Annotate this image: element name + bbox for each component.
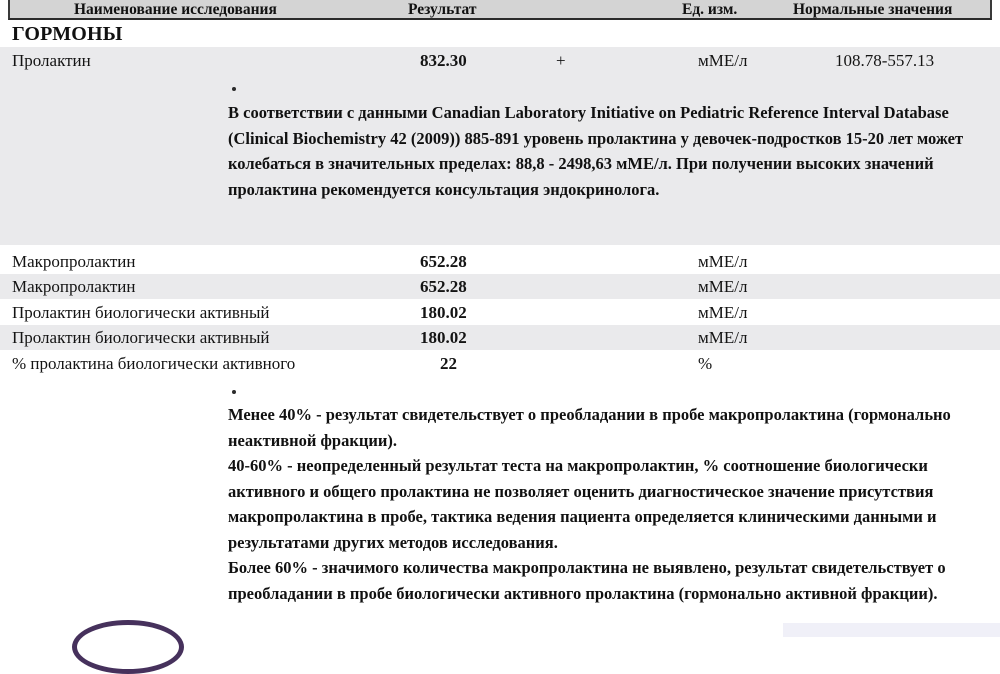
comment-macroprolactin-2-text: 40-60% - неопределенный результат теста на макропролактин, % соотношение биологически активного и общего пролактина не позволяет оценить диагностическое значение присутствия макропролактина в пробе, тактика ведения пациента определяется клиническими данными и результатами других методов исследования.	[228, 456, 937, 552]
cell-reference: 108.78-557.13	[835, 51, 935, 70]
table-row	[0, 300, 1000, 325]
stamp-seal-graphic	[72, 620, 184, 674]
table-header-row	[8, 0, 992, 20]
cell-result: 652.28	[420, 277, 467, 296]
table-row	[0, 48, 1000, 73]
cell-units: мМЕ/л	[698, 51, 748, 70]
cell-units: мМЕ/л	[698, 303, 748, 322]
cell-units: мМЕ/л	[698, 277, 748, 296]
cell-result: 180.02	[420, 328, 467, 347]
cell-units: мМЕ/л	[698, 252, 748, 271]
cell-result: 652.28	[420, 252, 467, 271]
cell-name: Пролактин	[12, 51, 91, 70]
cell-units: мМЕ/л	[698, 328, 748, 347]
table-row	[0, 274, 1000, 299]
column-header-units: Ед. изм.	[682, 1, 738, 18]
table-row	[0, 249, 1000, 274]
comment-bullet-dot	[232, 87, 236, 91]
section-title-hormones: ГОРМОНЫ	[12, 23, 123, 45]
table-row	[0, 351, 1000, 376]
comment-macroprolactin-1-text: Менее 40% - результат свидетельствует о преобладании в пробе макропролактина (гормонально неактивной фракции).	[228, 405, 951, 450]
cell-result: 180.02	[420, 303, 467, 322]
comment-bullet-dot	[232, 390, 236, 394]
cell-name: Пролактин биологически активный	[12, 303, 270, 322]
table-row	[0, 325, 1000, 350]
cell-units: %	[698, 354, 713, 373]
column-header-result: Результат	[408, 1, 477, 18]
cell-name: % пролактина биологически активного	[12, 354, 296, 373]
footer-panel	[783, 623, 1000, 637]
comment-macroprolactin-2	[228, 453, 990, 555]
cell-name: Макропролактин	[12, 277, 136, 296]
cell-result: 832.30	[420, 51, 467, 70]
cell-result: 22	[440, 354, 457, 373]
column-header-name: Наименование исследования	[74, 1, 277, 18]
comment-prolactin	[228, 100, 990, 202]
comment-macroprolactin-3-text: Более 60% - значимого количества макропролактина не выявлено, результат свидетельствует о преобладании в пробе биологически активного пролактина (гормонально активной фракции).	[228, 558, 946, 603]
column-header-reference: Нормальные значения	[793, 1, 953, 18]
comment-prolactin-text: В соответствии с данными Canadian Laboratory Initiative on Pediatric Reference Interval Database (Clinical Biochemistry 42 (2009)) 885-891 уровень пролактина у девочек-подростков 15-20 лет может колебаться в значительных пределах: 88,8 - 2498,63 мМЕ/л. При получении высоких значений пролактина рекомендуется консультация эндокринолога.	[228, 103, 964, 199]
comment-macroprolactin-1	[228, 402, 990, 453]
comment-macroprolactin-3	[228, 555, 990, 606]
cell-name: Пролактин биологически активный	[12, 328, 270, 347]
cell-name: Макропролактин	[12, 252, 136, 271]
cell-flag: +	[556, 51, 566, 70]
